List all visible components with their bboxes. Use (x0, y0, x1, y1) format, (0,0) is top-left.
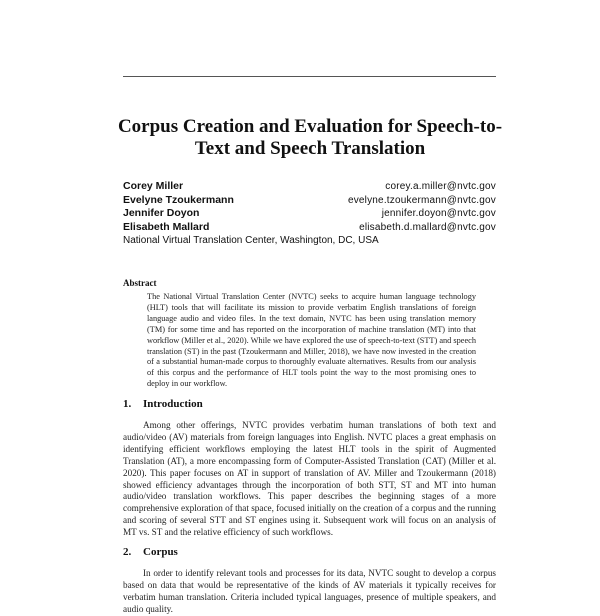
section-number: 2. (123, 546, 132, 558)
author-block (123, 180, 496, 248)
abstract-heading: Abstract (123, 278, 157, 288)
author-email[interactable]: jennifer.doyon@nvtc.gov (381, 208, 496, 219)
section-text-introduction: Among other offerings, NVTC provides verbatim human translations of both text and audio/video (AV) materials from foreign languages into English. NVTC places a great emphasis on identifying efficient workflows employing the latest HLT tools in the spirit of Augmented Translation (AT), a more encompassing form of Computer-Assisted Translation (CAT) (Miller et al. 2020). This paper focuses on AT in support of translation of AV. Miller and Tzoukermann (2018) showed efficiency advantages through the incorporation of both STT, ST and MT into human audio/video translation workflows. This paper describes the beginning stages of a more comprehensive exploration of that space, focused initially on the creation of a corpus and the running and scoring of several STT and ST engines using it. Subsequent work will focus on an analysis of MT vs. ST and the relative efficiency of such workflows. (123, 420, 496, 538)
top-rule (123, 76, 496, 77)
section-heading-corpus (123, 546, 178, 558)
author-name: Evelyne Tzoukermann (123, 193, 234, 206)
author-name: Jennifer Doyon (123, 207, 200, 219)
section-heading-introduction (123, 398, 203, 410)
section-title: Introduction (143, 398, 203, 410)
author-email[interactable]: evelyne.tzoukermann@nvtc.gov (347, 194, 496, 206)
author-email[interactable]: corey.a.miller@nvtc.gov (385, 181, 496, 192)
section-title: Corpus (143, 546, 178, 558)
author-row (123, 180, 496, 194)
author-row (123, 221, 496, 235)
section-number: 1. (123, 398, 132, 410)
author-name: Elisabeth Mallard (123, 220, 210, 233)
author-row (123, 207, 496, 221)
paper-title: Corpus Creation and Evaluation for Speech-to-Text and Speech Translation (117, 116, 503, 159)
section-text-corpus: In order to identify relevant tools and processes for its data, NVTC sought to develop a corpus based on data that would be representative of the kinds of AV materials it typically receives for verbatim human translation. Criteria included typical languages, presence of multiple speakers, and audio quality. (123, 568, 496, 614)
author-name: Corey Miller (123, 180, 184, 192)
affiliation: National Virtual Translation Center, Washington, DC, USA (123, 235, 379, 246)
abstract-text: The National Virtual Translation Center (NVTC) seeks to acquire human language technology (HLT) tools that will facilitate its mission to provide verbatim English translations of foreign language audio and video files. In the text domain, NVTC has been using translation memory (TM) for some time and has reported on the incorporation of machine translation (MT) into that workflow (Miller et al., 2020). While we have explored the use of speech-to-text (STT) and speech translation (ST) in the past (Tzoukermann and Miller, 2018), we have now invested in the creation of a substantial human-made corpus to thoroughly evaluate alternatives. Results from our analysis of this corpus and the performance of HLT tools point the way to the most promising ones to deploy in our workflow. (147, 292, 476, 389)
author-row (123, 194, 496, 208)
author-email[interactable]: elisabeth.d.mallard@nvtc.gov (359, 221, 496, 233)
